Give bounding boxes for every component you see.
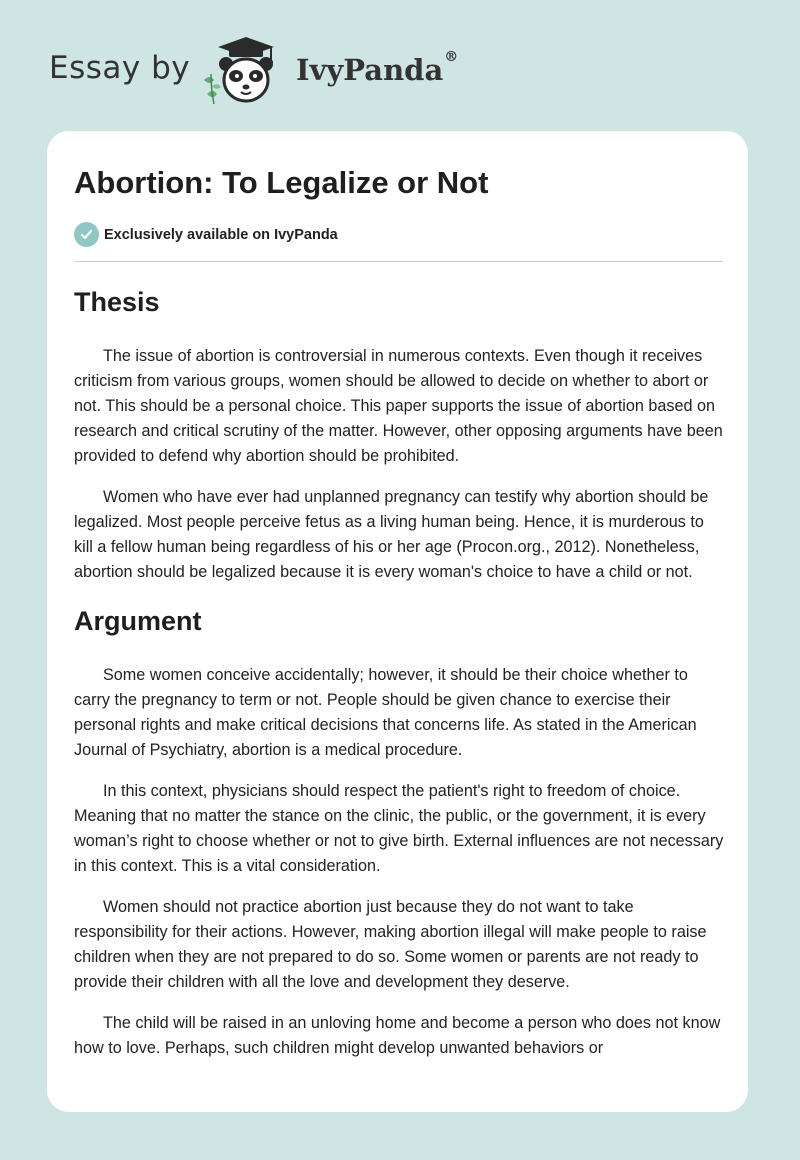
title-divider <box>74 261 723 262</box>
paragraph: In this context, physicians should respect the patient's right to freedom of choice. Meaning that no matter the stance on the clinic, the public, or the government, it is every woman’s right to choose whether or not to give birth. External influences are not necessary in this context. This is a vital consideration. <box>74 782 724 875</box>
paragraph: Some women conceive accidentally; however, it should be their choice whether to carry the pregnancy to term or not. People should be given chance to exercise their personal rights and make critical decisions that concerns life. As stated in the American Journal of Psychiatry, abortion is a medical procedure. <box>74 666 697 759</box>
registered-mark: ® <box>444 49 459 65</box>
paragraph: Women who have ever had unplanned pregnancy can testify why abortion should be legalized. Most people perceive fetus as a living human being. Hence, it is murderous to kill a fellow human being regardless of his or her age (Procon.org., 2012). Nonetheless, abortion should be legalized because it is every woman's choice to have a child or not. <box>74 488 709 581</box>
essay-body <box>74 284 724 1077</box>
essay-card <box>47 131 748 1112</box>
paragraph: The issue of abortion is controversial in numerous contexts. Even though it receives criticism from various groups, women should be allowed to decide on whether to abort or not. This should be a personal choice. This paper supports the issue of abortion based on research and critical scrutiny of the matter. However, other opposing arguments have been provided to defend why abortion should be prohibited. <box>74 347 723 465</box>
ivypanda-logo-icon[interactable] <box>198 34 294 110</box>
section-heading-thesis: Thesis <box>74 287 160 317</box>
brand-name-text: IvyPanda <box>296 53 444 87</box>
paragraph: Women should not practice abortion just because they do not want to take responsibility for their actions. However, making abortion illegal will make people to raise children when they are not prepared to do so. Some women or parents are not ready to provide their children with all the love and development they deserve. <box>74 898 707 991</box>
exclusive-badge-label: Exclusively available on IvyPanda <box>104 226 338 243</box>
site-header <box>0 0 800 120</box>
check-icon <box>74 222 99 247</box>
ivypanda-wordmark[interactable] <box>296 49 459 87</box>
exclusive-badge <box>74 222 338 247</box>
section-heading-argument: Argument <box>74 606 202 636</box>
essay-title: Abortion: To Legalize or Not <box>74 165 489 200</box>
paragraph: The child will be raised in an unloving home and become a person who does not know how to love. Perhaps, such children might develop unwanted behaviors or <box>74 1014 721 1057</box>
essay-by-label: Essay by <box>49 50 191 86</box>
